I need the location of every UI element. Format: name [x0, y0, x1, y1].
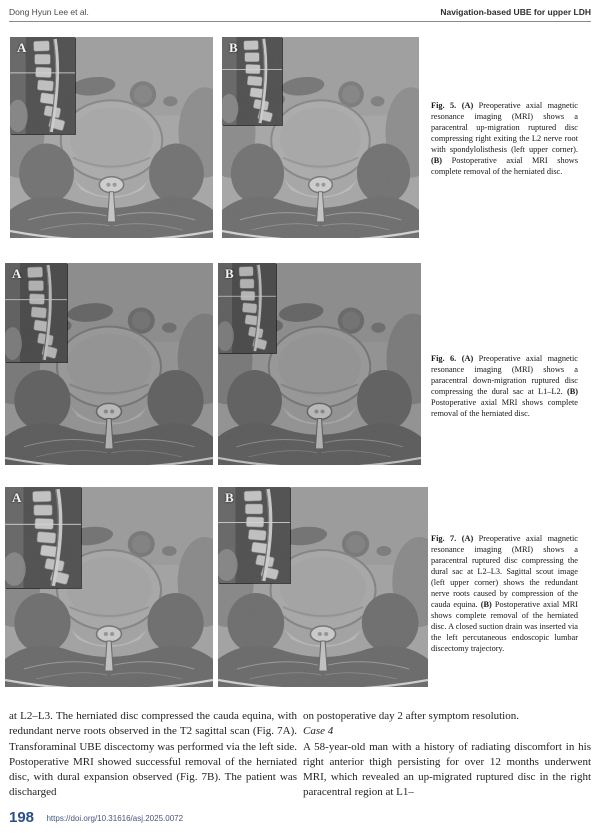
body-right-column — [303, 709, 591, 801]
fig5-panel-a — [10, 37, 213, 238]
panel-label: B — [225, 266, 234, 281]
panel-label: B — [225, 490, 234, 505]
body-left-column — [9, 709, 297, 801]
fig7-panel-a — [5, 487, 213, 687]
figure7-caption: Fig. 7. (A) Preoperative axial magnetic resonance imaging (MRI) shows a paracentral ruptured disc compressing the dural sac at L2–L3. Sagittal scout image (left upper corner) shows the redundant nerve roots caused by compression of the cauda equina. (B) Postoperative axial MRI shows complete removal of the herniated disc. A closed suction drain was inserted via the left percutaneous endoscopic lumbar discectomy trajectory. — [431, 534, 579, 653]
page-number: 198 — [9, 809, 35, 826]
panel-label: A — [17, 40, 27, 55]
figure6-caption: Fig. 6. (A) Preoperative axial magnetic resonance imaging (MRI) shows a paracentral down-migration ruptured disc compressing the dural sac at L1–L2. (B) Postoperative axial MRI shows complete removal of the herniated disc. — [431, 354, 578, 418]
body-paragraph: at L2–L3. The herniated disc compressed the cauda equina, with redundant nerve roots observed in the T2 sagittal scan (Fig. 7A). Transforaminal UBE discectomy was performed via the left side. Postoperative MRI showed successful removal of the herniated disc, with dural expansion observed (Fig. 7B). The patient was discharged — [9, 710, 297, 799]
running-head — [9, 4, 591, 18]
fig6-panel-b — [218, 263, 421, 465]
panel-label: A — [12, 490, 22, 505]
panel-label: B — [229, 40, 238, 55]
body-paragraph: on postoperative day 2 after symptom resolution. — [303, 710, 519, 722]
header-rule — [9, 21, 591, 22]
case-heading: Case 4 — [303, 725, 334, 738]
body-paragraph: A 58-year-old man with a history of radiating discomfort in his right anterior thigh persisting for over 12 months underwent MRI, which revealed an up-migrated ruptured disc in the right paracentral region at L1– — [303, 740, 591, 799]
page-footer — [9, 808, 183, 828]
fig5-panel-b — [222, 37, 419, 238]
doi-link[interactable]: https://doi.org/10.31616/asj.2025.0072 — [46, 814, 184, 823]
running-head-author: Dong Hyun Lee et al. — [9, 7, 89, 17]
panel-label: A — [12, 266, 22, 281]
figure5-caption: Fig. 5. (A) Preoperative axial magnetic resonance imaging (MRI) shows a paracentral up-migration ruptured disc compressing right exiting the L2 nerve root with spondylolisthesis (left upper corner). (B) Postoperative axial MRI shows complete removal of the herniated disc. — [431, 101, 578, 176]
fig7-panel-b — [218, 487, 428, 687]
fig6-panel-a — [5, 263, 213, 465]
running-head-title: Navigation-based UBE for upper LDH — [440, 7, 591, 17]
